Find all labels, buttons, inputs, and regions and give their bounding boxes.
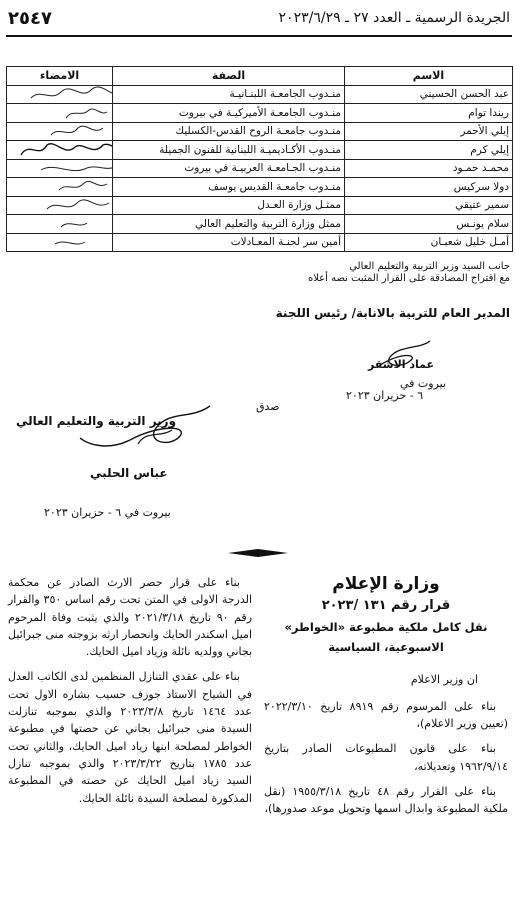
consideration-paragraph: بناء على قرار حصر الارث الصادر عن محكمة الدرجة الاولى في المتن تحت رقم اساس ٣٥٠ والقرار رقم ٩٠ تاريخ ٢٠٢١/٣/١٨ والذي يثبت وفاة المرحوم اميل اسكندر الحايك وانحصار ارثه بزوجته منى جبرائيل بجاني وولديه نائلة وزياد اميل الحايك. — [8, 576, 253, 659]
header-rule — [6, 35, 512, 37]
member-role: ممثـل وزارة العـدل — [113, 196, 345, 215]
table-row — [7, 104, 513, 123]
signature-scribble — [11, 160, 113, 178]
column-header-signature: الامضاء — [7, 67, 113, 86]
minister-title: وزير التربية والتعليم العالي — [16, 414, 177, 428]
page-number: ٢٥٤٧ — [8, 8, 52, 29]
member-name: محمـد حمـود — [345, 159, 513, 178]
consideration-paragraph: بناء على عقدي التنازل المنظمين لدى الكاتب العدل في الشياح الاستاذ جوزف حسيب بشاره الاول تحت عدد ١٤٦٤ تاريخ ٢٠٢٣/٣/٨ والذي بموجبه تنازلت السيدة منى جبرائيل بجاني عن حصتها في مطبوعة الخواطر لمصلحة ابنها زياد اميل الحايك، والثاني تحت عدد ١٧٨٥ بتاريخ ٢٠٢٣/٣/٢٢ والذي بموجبه تنازل السيد زياد اميل الحايك عن حصته في المطبوعة المذكورة لمصلحة السيدة نائلة الحايك. — [8, 670, 253, 805]
member-role: ممثل وزارة التربية والتعليم العالي — [113, 215, 345, 234]
member-name: إيلي كرم — [345, 141, 513, 160]
ministry-heading: وزارة الإعلام — [332, 574, 440, 594]
minister-signature — [60, 400, 230, 460]
table-row — [7, 233, 513, 252]
signature-scribble — [11, 86, 113, 104]
signature-cell — [7, 196, 113, 215]
page-header — [6, 6, 512, 32]
director-place: بيروت في — [400, 377, 447, 390]
minister-name: عباس الحلبي — [90, 466, 168, 480]
signature-scribble — [11, 178, 113, 196]
member-role: منـدوب الجامعـة الأميركيـة في بيروت — [113, 104, 345, 123]
member-role: منـدوب جامعـة القديس يوسف — [113, 178, 345, 197]
gazette-title: الجريدة الرسمية ـ العدد ٢٧ ـ ٢٠٢٣/٦/٢٩ — [278, 10, 510, 26]
column-header-role: الصفة — [113, 67, 345, 86]
referral-note: جانب السيد وزير التربية والتعليم العالي — [349, 261, 510, 272]
column-header-name: الاسم — [345, 67, 513, 86]
member-name: عبد الحسن الحسيني — [345, 85, 513, 104]
member-name: إيلي الأحمر — [345, 122, 513, 141]
signature-cell — [7, 104, 113, 123]
member-name: دولا سركيس — [345, 178, 513, 197]
decree-subject: نقل كامل ملكية مطبوعة «الخواطر» الاسبوعية، السياسية — [284, 619, 488, 654]
table-row — [7, 196, 513, 215]
signature-scribble — [11, 215, 113, 233]
approved-label: صدق — [256, 400, 280, 413]
signature-cell — [7, 215, 113, 234]
signature-scribble — [11, 234, 113, 252]
signature-cell — [7, 141, 113, 160]
member-role: منـدوب الجامعـة اللبنـانيـة — [113, 85, 345, 104]
signature-scribble — [11, 197, 113, 215]
member-name: سمير عتيقي — [345, 196, 513, 215]
table-row — [7, 122, 513, 141]
signature-cell — [7, 233, 113, 252]
table-row — [7, 159, 513, 178]
preamble-paragraph: بناء على القرار رقم ٤٨ تاريخ ١٩٥٥/٣/١٨ (نقل ملكية المطبوعة وابدال اسمها وتحويل موعد صدورها)، — [264, 785, 508, 816]
table-row — [7, 85, 513, 104]
signature-scribble — [11, 141, 113, 159]
signature-scribble — [11, 123, 113, 141]
considerations-column — [8, 574, 252, 815]
member-role: منـدوب الجـامعـة العربيـة في بيروت — [113, 159, 345, 178]
member-role: أمين سر لجنـة المعـادلات — [113, 233, 345, 252]
committee-table — [6, 66, 513, 252]
director-date: ٦ - حزيران ٢٠٢٣ — [346, 389, 424, 402]
table-header-row — [7, 67, 513, 86]
table-row — [7, 215, 513, 234]
table-row — [7, 141, 513, 160]
member-role: منـدوب الأكـاديميـة اللبنانية للفنون الجميلة — [113, 141, 345, 160]
signature-cell — [7, 178, 113, 197]
director-name: عماد الاشقر — [368, 358, 435, 371]
decree-number: قرار رقم ١٣١ /٢٠٢٣ — [321, 598, 451, 614]
proposal-note: مع اقتراح المصادقة على القرار المثبت نصه أعلاه — [307, 273, 510, 284]
member-name: ريندا توام — [345, 104, 513, 123]
signature-cell — [7, 122, 113, 141]
preamble-paragraph: ان وزير الاعلام — [410, 672, 478, 686]
member-role: منـدوب جامعـة الروح القدس-الكسليك — [113, 122, 345, 141]
minister-date: بيروت في ٦ - حزيران ٢٠٢٣ — [44, 506, 171, 519]
signature-scribble — [11, 104, 113, 122]
signature-cell — [7, 85, 113, 104]
signature-cell — [7, 159, 113, 178]
member-name: أمـل خليل شعبـان — [345, 233, 513, 252]
preamble-paragraph: بناء على قانون المطبوعات الصادر بتاريخ ١٩٦٢/٩/١٤ وتعديلاته، — [264, 742, 508, 773]
director-title: المدير العام للتربية بالانابة/ رئيس اللجنة — [275, 306, 510, 320]
member-name: سلام يونـس — [345, 215, 513, 234]
preamble-paragraph: بناء على المرسوم رقم ٨٩١٩ تاريخ ٢٠٢٢/٣/١٠ (تعيين وزير الاعلام)، — [264, 699, 508, 731]
table-row — [7, 178, 513, 197]
section-divider — [0, 549, 516, 557]
decree-column — [264, 574, 508, 826]
